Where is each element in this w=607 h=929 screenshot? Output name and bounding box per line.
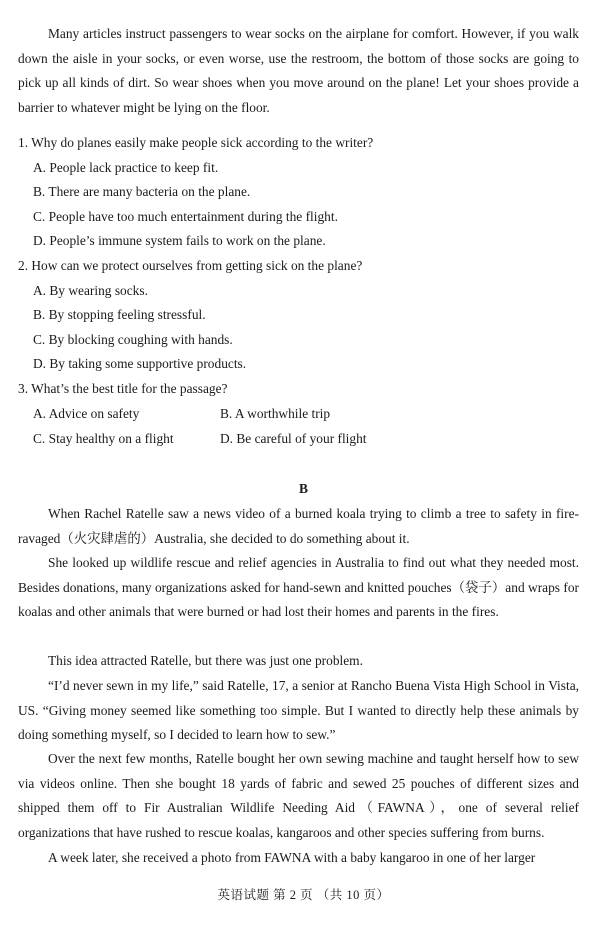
intro-paragraph: Many articles instruct passengers to wear socks on the airplane for comfort. However, if you walk down the aisle in your socks, or even worse, use the restroom, the bottom of those socks are going to pick up all kinds of dirt. So wear shoes when you move around on the plane! Let your shoes provide a barrier to whatever might be lying on the floor. bbox=[18, 26, 579, 115]
question-1-option-d: D. People’s immune system fails to work on the plane. bbox=[33, 233, 326, 248]
question-3-option-b: B. A worthwhile trip bbox=[220, 406, 331, 421]
passage-b-paragraph-6: A week later, she received a photo from FAWNA with a baby kangaroo in one of her larger bbox=[48, 850, 536, 865]
question-1-stem: 1. Why do planes easily make people sick according to the writer? bbox=[18, 135, 374, 150]
question-2-option-b: B. By stopping feeling stressful. bbox=[33, 307, 206, 322]
question-1-option-b: B. There are many bacteria on the plane. bbox=[33, 184, 251, 199]
question-2-option-d: D. By taking some supportive products. bbox=[33, 356, 247, 371]
passage-b-paragraph-4: “I’d never sewn in my life,” said Ratelle, 17, a senior at Rancho Buena Vista High School in Vista, US. “Giving money seemed like something too simple. But I wanted to directly help these animals by doing something myself, so I decided to learn how to sew.” bbox=[18, 678, 579, 743]
passage-b-paragraph-1: When Rachel Ratelle saw a news video of a burned koala trying to climb a tree to safety in fire-ravaged（火灾肆虐的）Australia, she decided to do something about it. bbox=[18, 506, 579, 546]
question-3-option-a: A. Advice on safety bbox=[33, 406, 140, 421]
passage-b-paragraph-3: This idea attracted Ratelle, but there was just one problem. bbox=[48, 653, 363, 668]
question-3-option-c: C. Stay healthy on a flight bbox=[33, 431, 174, 446]
passage-b-paragraph-2: She looked up wildlife rescue and relief agencies in Australia to find out what they needed most. Besides donations, many organizations asked for hand-sewn and knitted pouches（袋子）and wraps for koalas and other animals that were burned or had lost their homes and parents in the fires. bbox=[18, 555, 579, 620]
passage-b-paragraph-5: Over the next few months, Ratelle bought her own sewing machine and taught herself how to sew via videos online. Then she bought 18 yards of fabric and sewed 25 pouches of different sizes and shipped them off to Fir Australian Wildlife Needing Aid（FAWNA），one of several relief organizations that have rushed to rescue koalas, kangaroos and other species suffering from burns. bbox=[18, 751, 579, 840]
question-2-stem: 2. How can we protect ourselves from getting sick on the plane? bbox=[18, 258, 363, 273]
question-2-option-c: C. By blocking coughing with hands. bbox=[33, 332, 233, 347]
section-heading: B bbox=[299, 481, 308, 496]
question-3-stem: 3. What’s the best title for the passage? bbox=[18, 381, 228, 396]
question-2-option-a: A. By wearing socks. bbox=[33, 283, 148, 298]
page-footer: 英语试题 第 2 页 （共 10 页） bbox=[217, 888, 390, 902]
question-1-option-a: A. People lack practice to keep fit. bbox=[33, 160, 219, 175]
question-3-option-d: D. Be careful of your flight bbox=[220, 431, 367, 446]
question-1-option-c: C. People have too much entertainment during the flight. bbox=[33, 209, 338, 224]
